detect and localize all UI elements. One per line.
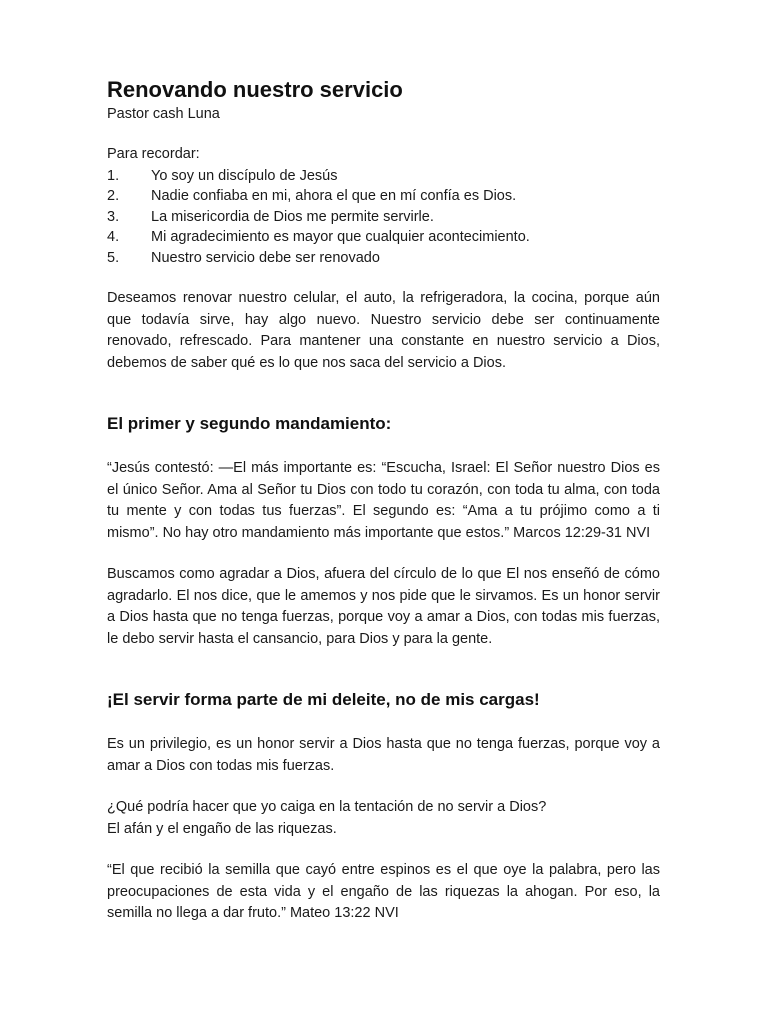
commandments-paragraph: Buscamos como agradar a Dios, afuera del círculo de lo que El nos enseñó de cómo agradarlo. El nos dice, que le amemos y nos pide que le sirvamos. Es un honor servir a Dios hasta que no tenga fuerzas, porque voy a amar a Dios, con todas mis fuerzas, le debo servir hasta el cansancio, para Dios y para la gente. (107, 566, 660, 647)
scripture-quote-mark: “Jesús contestó: —El más importante es: “Escucha, Israel: El Señor nuestro Dios es el único Señor. Ama al Señor tu Dios con todo tu corazón, con toda tu alma, con toda tu mente y con todas tus fuerzas”. El segundo es: “Ama a tu prójimo como a ti mismo”. No hay otro mandamiento más importante que estos.” Marcos 12:29-31 NVI (107, 460, 660, 541)
list-number: 3. (107, 208, 120, 225)
temptation-answer: El afán y el engaño de las riquezas. (107, 820, 337, 837)
temptation-question: ¿Qué podría hacer que yo caiga en la tentación de no servir a Dios? (107, 799, 547, 815)
list-text: Yo soy un discípulo de Jesús (151, 167, 338, 184)
list-text: Nuestro servicio debe ser renovado (151, 249, 380, 266)
list-number: 4. (107, 229, 120, 245)
list-item (107, 207, 660, 228)
list-text: Mi agradecimiento es mayor que cualquier acontecimiento. (151, 229, 530, 245)
scripture-quote-matthew: “El que recibió la semilla que cayó entre espinos es el que oye la palabra, pero las preocupaciones de esta vida y el engaño de las riquezas la ahogan. Por eso, la semilla no llega a dar fruto.” Mateo 13:22 NVI (107, 862, 660, 921)
document-body (107, 76, 660, 925)
recall-label: Para recordar: (107, 146, 200, 162)
list-number: 1. (107, 167, 120, 184)
list-item (107, 248, 660, 269)
list-number: 5. (107, 249, 120, 266)
list-item (107, 166, 660, 187)
recall-list (107, 166, 660, 269)
section-heading-commandments: El primer y segundo mandamiento: (107, 414, 392, 433)
service-paragraph: Es un privilegio, es un honor servir a Dios hasta que no tenga fuerzas, porque voy a amar a Dios con todas mis fuerzas. (107, 736, 660, 774)
list-number: 2. (107, 188, 120, 204)
document-title: Renovando nuestro servicio (107, 77, 403, 102)
document-author: Pastor cash Luna (107, 106, 220, 122)
list-item (107, 227, 660, 248)
intro-paragraph: Deseamos renovar nuestro celular, el auto, la refrigeradora, la cocina, porque aún que todavía sirve, hay algo nuevo. Nuestro servicio debe ser continuamente renovado, refrescado. Para mantener una constante en nuestro servicio a Dios, debemos de saber qué es lo que nos saca del servicio a Dios. (107, 290, 660, 371)
list-text: La misericordia de Dios me permite servirle. (151, 208, 434, 225)
section-heading-service: ¡El servir forma parte de mi deleite, no de mis cargas! (107, 690, 540, 709)
list-item (107, 186, 660, 207)
list-text: Nadie confiaba en mi, ahora el que en mí confía es Dios. (151, 188, 517, 204)
